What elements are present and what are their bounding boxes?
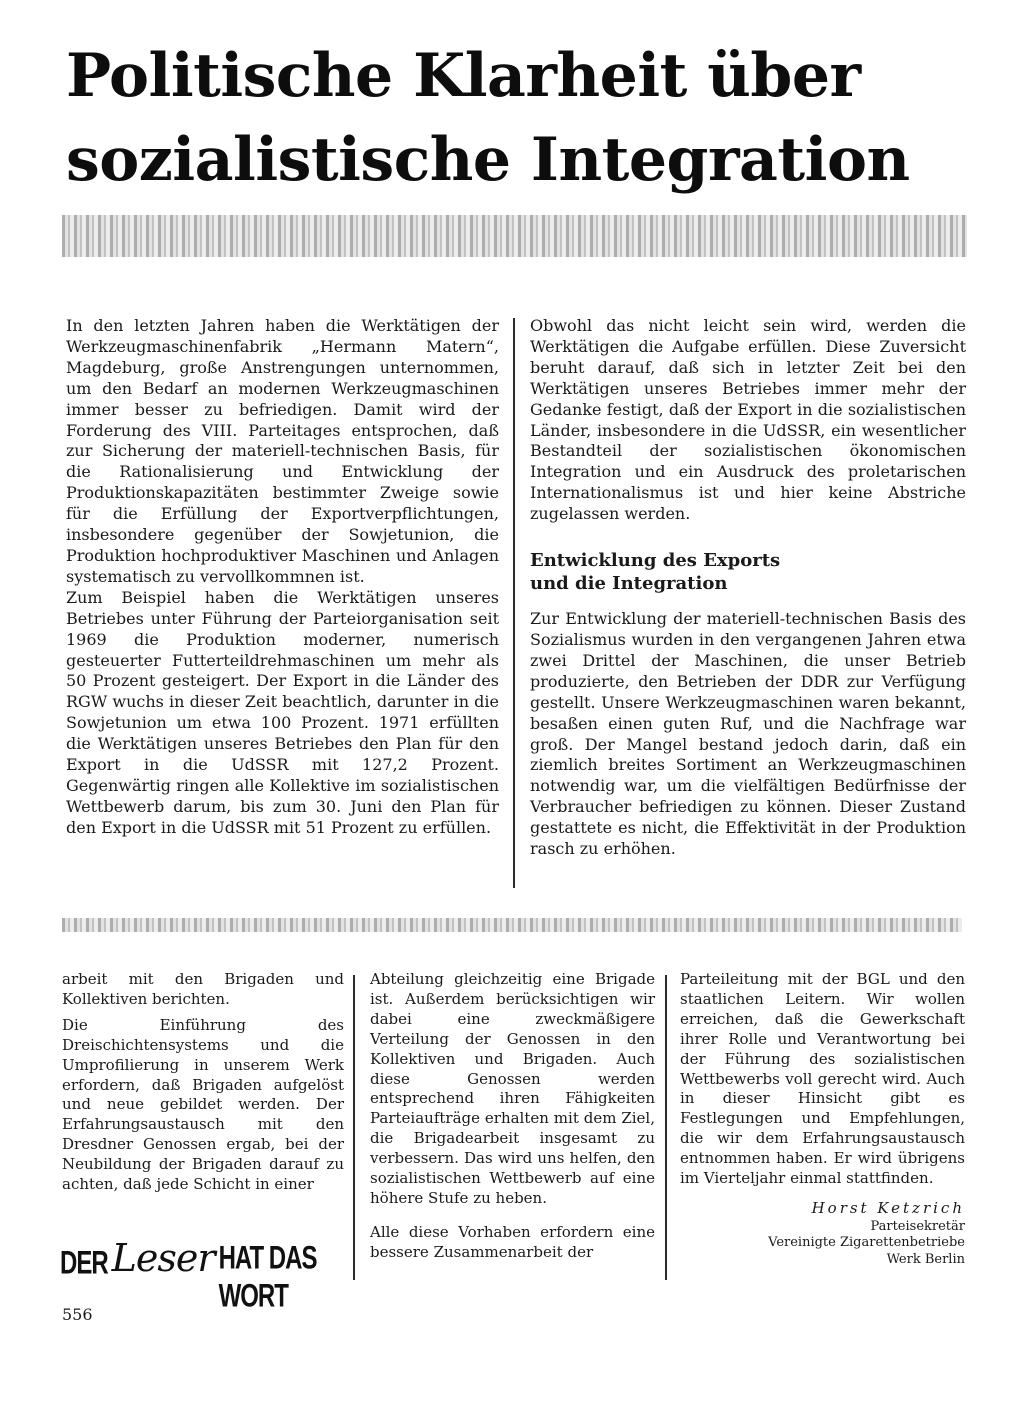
section-heading-line-2: und die Integration [530, 573, 728, 595]
article-paragraph: Zur Entwicklung der materiell-technischen Basis des Sozialismus wurden in den vergangenen Jahren etwa zwei Drittel der Maschinen, die unser Betrieb produzierte, den Betrieben der DDR zur Verfügung gestellt. Unsere Werkzeugmaschinen waren bekannt, besaßen einen guten Ruf, und die Nachfrage war groß. Der Mangel bestand jedoch darin, daß ein ziemlich breites Sortiment an Werkzeugmaschinen notwendig war, um die vielfältigen Bedürfnisse der Verbraucher befriedigen zu können. Dieser Zustand gestattete es nicht, die Effektivität in der Produktion rasch zu erhöhen. [530, 609, 966, 859]
column-divider [513, 318, 515, 888]
article-paragraph: In den letzten Jahren haben die Werktätigen der Werkzeugmaschinenfabrik „Hermann Matern“, Magdeburg, große Anstrengungen unternommen, um den Bedarf an modernen Werkzeugmaschinen immer besser zu befriedigen. Damit wird der Forderung des VIII. Parteitages entsprochen, daß zur Sicherung der materiell-technischen Basis, für die Rationalisierung und Entwicklung der Produktionskapazitäten bestimmter Zweige sowie für die Erfüllung der Exportverpflichtungen, insbesondere gegenüber der Sowjetunion, die Produktion hochproduktiver Maschinen und Anlagen systematisch zu vervollkommnen ist. [66, 316, 499, 586]
headline-line-1: Politische Klarheit über [66, 41, 861, 111]
logo-text-leser: Leser [111, 1236, 215, 1280]
letter-column-2 [370, 970, 655, 1263]
page-number: 556 [62, 1305, 93, 1324]
page-title [66, 34, 966, 202]
letter-paragraph: arbeit mit den Brigaden und Kollektiven berichten. [62, 970, 344, 1008]
signature-block [680, 1199, 965, 1268]
letter-paragraph: Abteilung gleichzeitig eine Brigade ist. Außerdem berücksichtigen wir dabei eine zweckmäßigere Verteilung der Genossen in den Kollektiven und Brigaden. Auch diese Genossen werden entsprechend ihren Fähigkeiten Parteiaufträge erhalten mit dem Ziel, die Brigadearbeit insgesamt zu verbessern. Das wird uns helfen, den sozialistischen Wettbewerb auf eine höhere Stufe zu heben. [370, 970, 655, 1207]
section-heading [530, 549, 966, 595]
decorative-band-top [62, 215, 967, 257]
letter-paragraph: Alle diese Vorhaben erfordern eine bessere Zusammenarbeit der [370, 1222, 655, 1261]
letter-paragraph: Parteileitung mit der BGL und den staatlichen Leitern. Wir wollen erreichen, daß die Gewerkschaft ihrer Rolle und Verantwortung bei der Führung des sozialistischen Wettbewerbs voll gerecht wird. Auch in dieser Hinsicht gibt es Festlegungen und Empfehlungen, die wir dem Erfahrungsaustausch entnommen haben. Er wird übrigens im Vierteljahr einmal stattfinden. [680, 970, 965, 1188]
author-role: Parteisekretär [870, 1218, 965, 1234]
article-paragraph: Zum Beispiel haben die Werktätigen unseres Betriebes unter Führung der Parteiorganisation seit 1969 die Produktion moderner, numerisch gesteuerter Futterteildrehmaschinen um mehr als 50 Prozent gesteigert. Der Export in die Länder des RGW wuchs in dieser Zeit beachtlich, darunter in die Sowjetunion um etwa 100 Prozent. 1971 erfüllten die Werktätigen unseres Betriebes den Plan für den Export in die UdSSR mit 127,2 Prozent. Gegenwärtig ringen alle Kollektive im sozialistischen Wettbewerb darum, bis zum 30. Juni den Plan für den Export in die UdSSR mit 51 Prozent zu erfüllen. [66, 587, 499, 837]
author-name: Horst Ketzrich [811, 1198, 965, 1217]
logo-text-hat-das-wort: HAT DAS WORT [218, 1240, 317, 1315]
column-divider [665, 975, 667, 1280]
author-location: Werk Berlin [886, 1251, 965, 1267]
article-paragraph: Obwohl das nicht leicht sein wird, werden die Werktätigen die Aufgabe erfüllen. Diese Zuversicht beruht darauf, daß sich in letzter Zeit bei den Werktätigen unseres Betriebes immer mehr der Gedanke festigt, daß der Export in die sozialistischen Länder, insbesondere in die UdSSR, ein wesentlicher Bestandteil der sozialistischen ökonomischen Integration und ein Ausdruck des proletarischen Internationalismus ist und hier keine Abstriche zugelassen werden. [530, 316, 966, 524]
letter-column-3 [680, 970, 965, 1268]
letter-column-1 [62, 970, 344, 1195]
logo-text-der: DER [60, 1245, 108, 1282]
author-organization: Vereinigte Zigarettenbetriebe [768, 1235, 965, 1251]
letter-paragraph: Die Einführung des Dreischichtensystems und die Umprofilierung in unserem Werk erfordern, daß Brigaden aufgelöst und neue gebildet werden. Der Erfahrungsaustausch mit den Dresdner Genossen ergab, bei der Neubildung der Brigaden darauf zu achten, daß jede Schicht in einer [62, 1015, 344, 1194]
decorative-band-middle [62, 918, 962, 932]
headline-line-2: sozialistische Integration [66, 125, 910, 195]
section-heading-line-1: Entwicklung des Exports [530, 550, 781, 572]
article-column-1 [66, 316, 499, 839]
column-divider [353, 975, 355, 1280]
article-column-2 [530, 316, 966, 860]
